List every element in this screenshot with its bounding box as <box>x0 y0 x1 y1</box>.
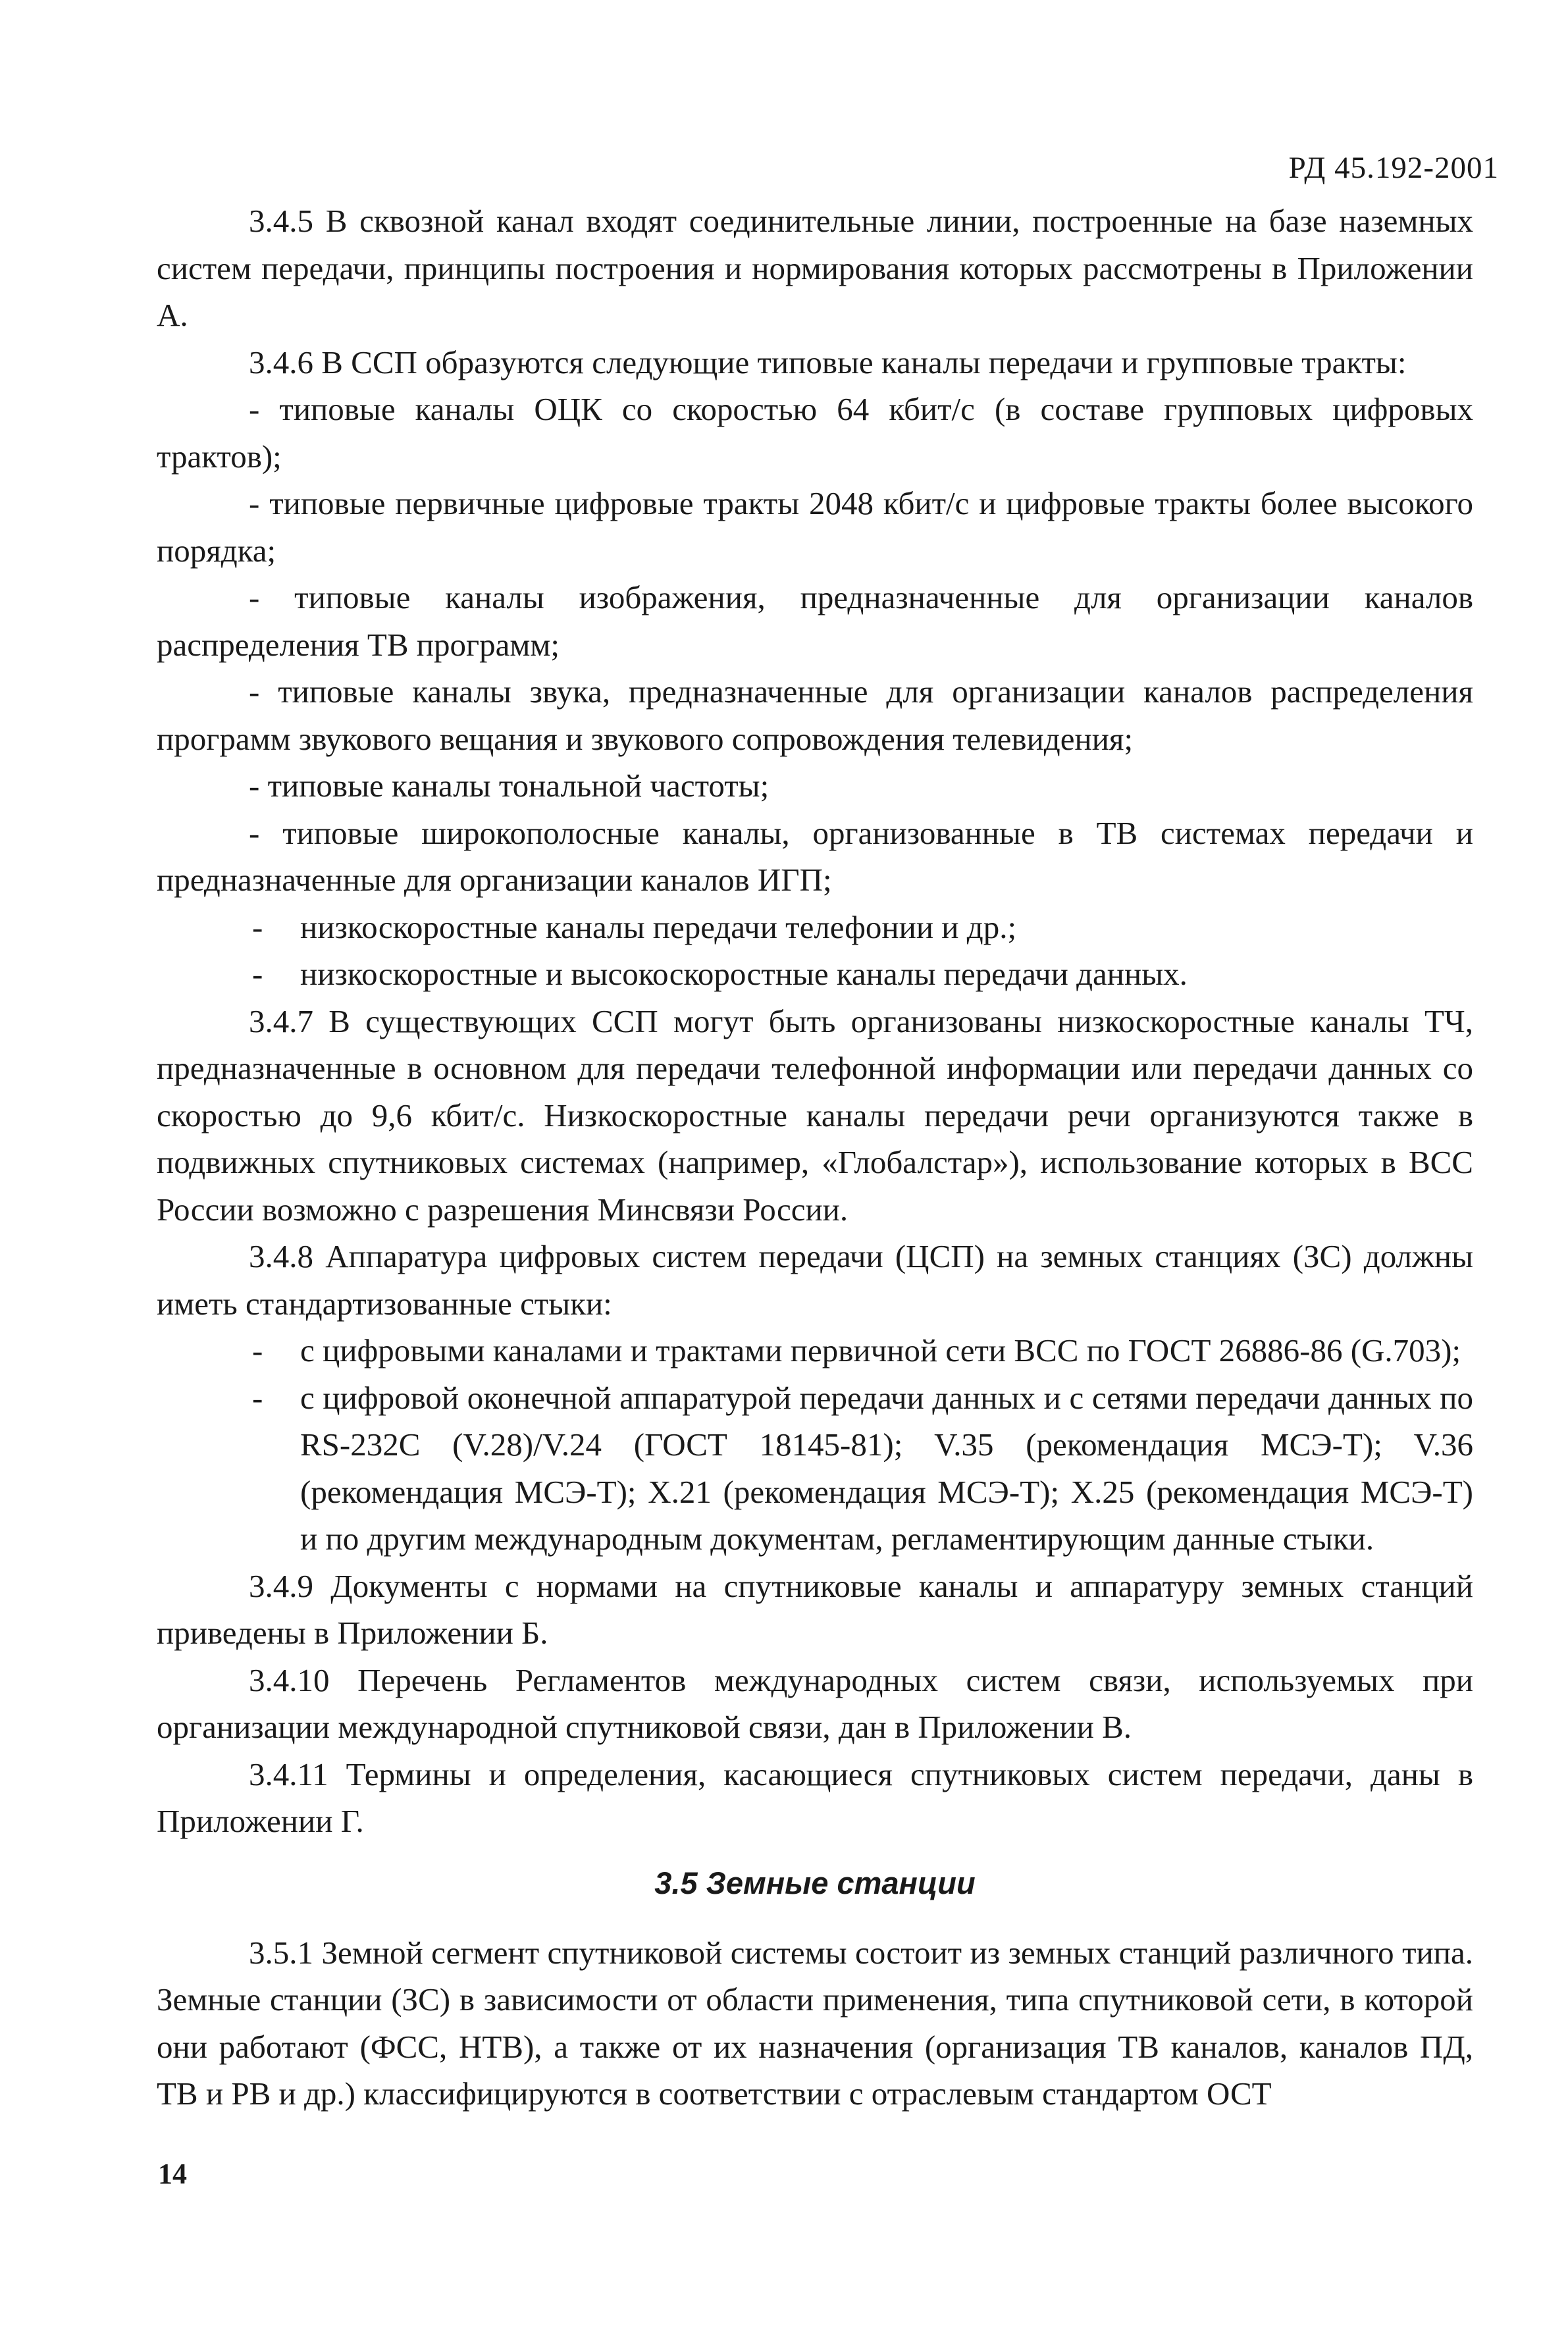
list-item: - типовые первичные цифровые тракты 2048 кбит/с и цифровые тракты более высокого порядка; <box>157 485 1473 569</box>
page-number: 14 <box>158 2158 187 2190</box>
paragraph-3-4-9: 3.4.9 Документы с нормами на спутниковые каналы и аппаратуру земных станций приведены в Приложении Б. <box>157 1567 1473 1651</box>
paragraph-3-4-6: 3.4.6 В ССП образуются следующие типовые каналы передачи и групповые тракты: <box>249 344 1407 380</box>
dash-list-item-text: с цифровыми каналами и трактами первичной сети ВСС по ГОСТ 26886-86 (G.703); <box>300 1332 1461 1368</box>
list-item: - типовые широкополосные каналы, организованные в ТВ системах передачи и предназначенные для организации каналов ИГП; <box>157 814 1473 898</box>
list-item: - типовые каналы звука, предназначенные для организации каналов распределения программ звукового вещания и звукового сопровождения телевидения; <box>157 673 1473 757</box>
paragraph-3-4-10: 3.4.10 Перечень Регламентов международных систем связи, используемых при организации международной спутниковой связи, дан в Приложении В. <box>157 1661 1473 1745</box>
dash-list-item <box>157 1374 1473 1563</box>
dash-list-item-text: низкоскоростные каналы передачи телефонии и др.; <box>300 908 1017 945</box>
dash-marker: - <box>252 956 263 992</box>
paragraph-3-5-1: 3.5.1 Земной сегмент спутниковой системы состоит из земных станций различного типа. Земные станции (ЗС) в зависимости от области применения, типа спутниковой сети, в которой они работают (ФСС, НТВ), а также от их назначения (организация ТВ каналов, каналов ПД, ТВ и РВ и др.) классифицируются в соответствии с отраслевым стандартом ОСТ <box>157 1934 1473 2112</box>
paragraph-3-4-11: 3.4.11 Термины и определения, касающиеся спутниковых систем передачи, даны в Приложении Г. <box>157 1756 1473 1839</box>
list-item: - типовые каналы изображения, предназначенные для организации каналов распределения ТВ программ; <box>157 579 1473 663</box>
dash-marker: - <box>252 908 263 945</box>
dash-marker: - <box>252 1379 263 1416</box>
dash-list-item <box>157 904 1473 951</box>
section-heading: 3.5 Земные станции <box>654 1865 976 1900</box>
dash-marker: - <box>252 1332 263 1368</box>
paragraph-3-4-8: 3.4.8 Аппаратура цифровых систем передачи (ЦСП) на земных станциях (ЗС) должны иметь стандартизованные стыки: <box>157 1238 1473 1322</box>
paragraph-3-4-7: 3.4.7 В существующих ССП могут быть организованы низкоскоростные каналы ТЧ, предназначенные в основном для передачи телефонной информации или передачи данных со скоростью до 9,6 кбит/с. Низкоскоростные каналы передачи речи организуются также в подвижных спутниковых системах (например, «Глобалстар»), использование которых в ВСС России возможно с разрешения Минсвязи России. <box>157 1003 1473 1228</box>
list-item: - типовые каналы тональной частоты; <box>249 768 770 804</box>
dash-list-item-text: низкоскоростные и высокоскоростные каналы передачи данных. <box>300 956 1188 992</box>
dash-list-item-text: с цифровой оконечной аппаратурой передачи данных и с сетями передачи данных по RS-232C (V.28)/V.24 (ГОСТ 18145-81); V.35 (рекомендация МСЭ-Т); V.36 (рекомендация МСЭ-Т); X.21 (рекомендация МСЭ-Т); X.25 (рекомендация МСЭ-Т) и по другим международным документам, регламентирующим данные стыки. <box>300 1379 1473 1557</box>
paragraph-3-4-5: 3.4.5 В сквозной канал входят соединительные линии, построенные на базе наземных систем передачи, принципы построения и нормирования которых рассмотрены в Приложении А. <box>157 203 1473 333</box>
list-item: - типовые каналы ОЦК со скоростью 64 кбит/с (в составе групповых цифровых трактов); <box>157 391 1473 475</box>
page-content <box>157 197 1473 2118</box>
dash-list-item <box>157 951 1473 998</box>
dash-list-item <box>157 1327 1473 1374</box>
document-code: РД 45.192-2001 <box>1288 151 1499 185</box>
